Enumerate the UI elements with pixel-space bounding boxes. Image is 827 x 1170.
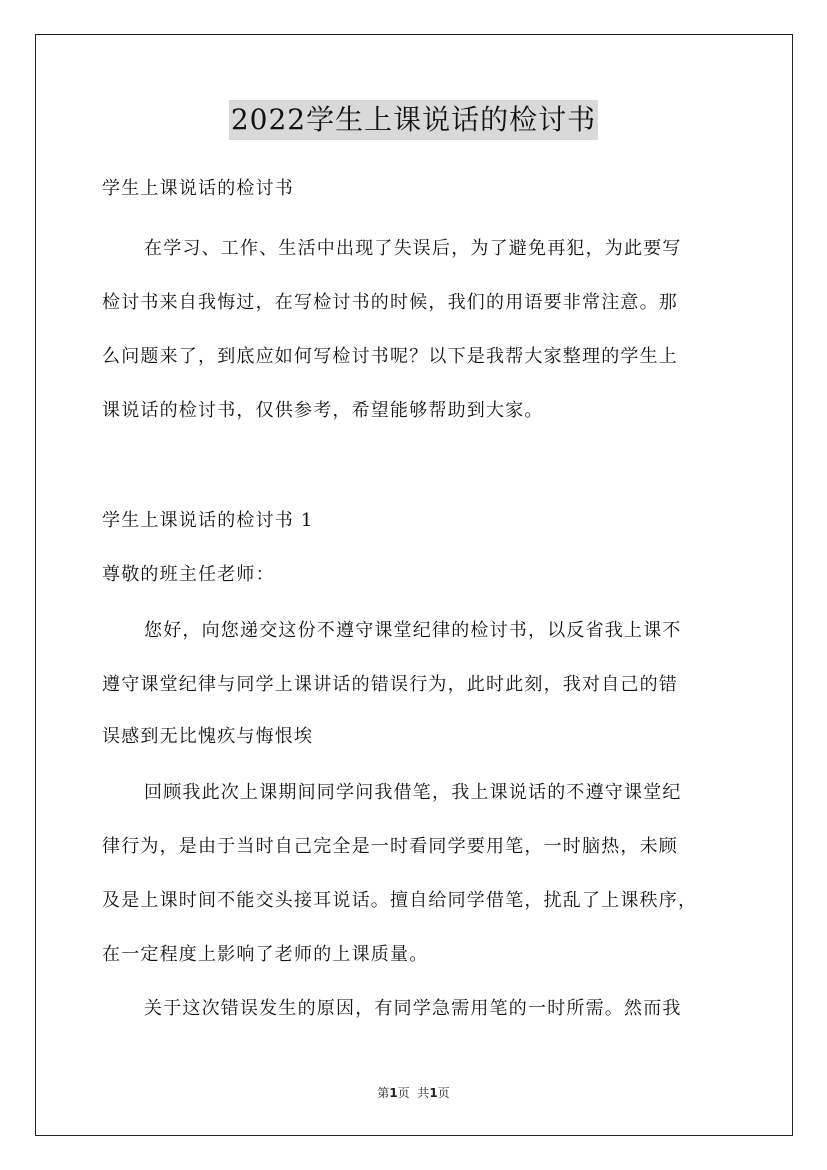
footer-prefix: 第 [377,1086,390,1100]
paragraph-line: 遵守课堂纪律与同学上课讲话的错误行为，此时此刻，我对自己的错 [102,674,678,695]
section-heading: 学生上课说话的检讨书 1 [102,510,314,531]
title-container [0,100,827,140]
salutation: 尊敬的班主任老师： [102,564,275,585]
paragraph-line: 课说话的检讨书，仅供参考，希望能够帮助到大家。 [102,400,544,421]
page-footer [0,1084,827,1101]
document-title: 2022学生上课说话的检讨书 [229,100,598,140]
footer-mid: 页 共 [397,1086,430,1100]
paragraph-line: 关于这次错误发生的原因，有同学急需用笔的一时所需。然而我 [144,998,682,1019]
footer-suffix: 页 [437,1086,450,1100]
paragraph-line: 误感到无比愧疚与悔恨埃 [102,726,314,747]
paragraph-line: 回顾我此次上课期间同学问我借笔，我上课说话的不遵守课堂纪 [144,782,682,803]
paragraph-line: 检讨书来自我悔过，在写检讨书的时候，我们的用语要非常注意。那 [102,292,678,313]
paragraph-line: 在学习、工作、生活中出现了失误后，为了避免再犯，为此要写 [144,238,682,259]
footer-total-pages: 1 [429,1086,438,1100]
section-heading: 学生上课说话的检讨书 [102,178,294,199]
paragraph-line: 律行为，是由于当时自己完全是一时看同学要用笔，一时脑热，未顾 [102,836,678,857]
paragraph-line: 么问题来了，到底应如何写检讨书呢？以下是我帮大家整理的学生上 [102,346,678,367]
paragraph-line: 您好，向您递交这份不遵守课堂纪律的检讨书，以反省我上课不 [144,620,682,641]
paragraph-line: 及是上课时间不能交头接耳说话。擅自给同学借笔，扰乱了上课秩序， [102,890,698,911]
paragraph-line: 在一定程度上影响了老师的上课质量。 [102,944,429,965]
footer-page-number: 1 [389,1086,398,1100]
